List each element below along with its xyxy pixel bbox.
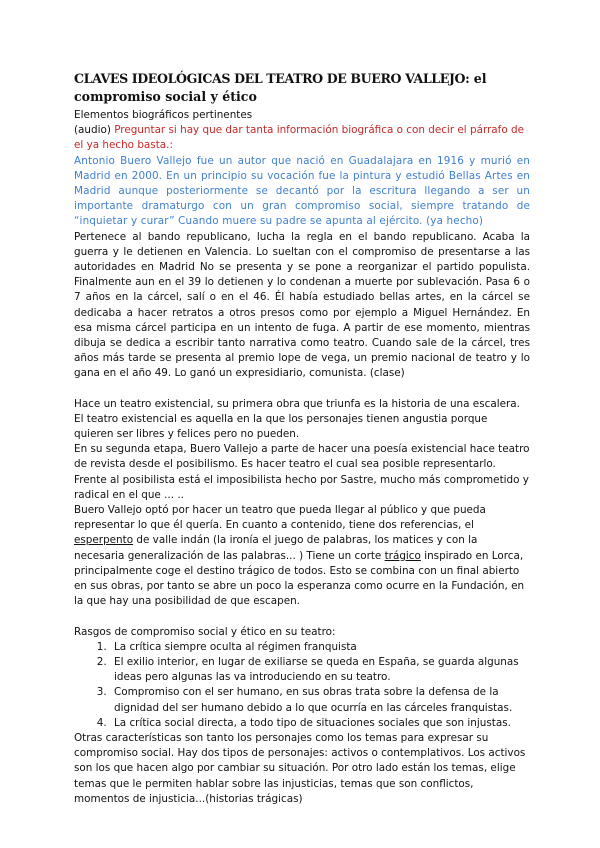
content-references-paragraph [74, 503, 530, 609]
title-subtitle: el compromiso social y ético [74, 71, 487, 104]
paragraph-text: de valle indán (la ironía el juego de palabras, los matices y con la necesaria generalización de las palabras... ) Tiene un corte [74, 534, 478, 562]
audio-note-prefix: (audio) [74, 124, 115, 137]
esperpento-term: esperpento [74, 534, 134, 547]
audio-note-question: Preguntar si hay que dar tanta información biográfica o con decir el párrafo de el ya hecho basta.: [74, 124, 524, 152]
paragraph-text: Buero Vallejo optó por hacer un teatro que pueda llegar al público y que pueda representar lo que él quería. En cuanto a contenido, tiene dos referencias, el [74, 504, 486, 532]
list-item: 4. La crítica social directa, a todo tipo de situaciones sociales que son injustas. [110, 716, 530, 731]
existential-theatre-paragraph: Hace un teatro existencial, su primera obra que triunfa es la historia de una escalera. El teatro existencial es aquella en la que los personajes tienen angustia porque quieren ser libres y felices pero no pueden. [74, 397, 520, 441]
list-item: 3. Compromiso con el ser humano, en sus obras trata sobre la defensa de la dignidad del ser humano debido a lo que ocurría en las cárceles franquistas. [110, 685, 530, 715]
spacer [74, 610, 530, 625]
list-item: 2. El exilio interior, en lugar de exiliarse se queda en España, se guarda algunas ideas pero algunas las va introduciendo en su teatro. [110, 655, 530, 685]
characters-themes-paragraph: Otras características son tanto los personajes como los temas para expresar su compromiso social. Hay dos tipos de personajes: activos o contemplativos. Los activos son los que hacen algo por cambiar su situación. Por otro lado están los temas, elige temas que le permiten hablar sobre las injusticias, temas que son conflictos, momentos de injusticia...(historias trágicas) [74, 731, 526, 805]
list-item: 1. La crítica siempre oculta al régimen franquista [110, 640, 530, 655]
list-heading: Rasgos de compromiso social y ético en su teatro: [74, 625, 336, 638]
posibilismo-paragraph: En su segunda etapa, Buero Vallejo a parte de hacer una poesía existencial hace teatro de revista desde el posibilismo. Es hacer teatro el cual sea posible representarlo. Frente al posibilista está el imposibilista hecho por Sastre, mucho más comprometido y radical en el que ... .. [74, 443, 530, 501]
biographical-subheading: Elementos biográficos pertinentes [74, 109, 253, 121]
paragraph-text: inspirado en Lorca, principalmente coge el destino trágico de todos. Esto se combina con un final abierto en sus obras, por tanto se abre un poco la esperanza como ocurre en la Fundación, en la que hay una posibilidad de que escapen. [74, 549, 525, 608]
title-main: CLAVES IDEOLÓGICAS DEL TEATRO DE BUERO VALLEJO: [74, 71, 470, 86]
biography-paragraph: Pertenece al bando republicano, lucha la regla en el bando republicano. Acaba la guerra y le detienen en Valencia. Lo sueltan con el compromiso de presentarse a las autoridades en Madrid No se presenta y se pone a reorganizar el partido populista. Finalmente aun en el 39 lo detienen y lo condenan a muerte por sublevación. Pasa 6 o 7 años en la cárcel, salí o en el 46. Él había estudiado bellas artes, en la cárcel se dedicaba a hacer retratos a otros presos como por ejemplo a Miguel Hernández. En esa misma cárcel participa en un intento de fuga. A partir de ese momento, mientras dibuja se dedica a escribir tanto narrativa como teatro. Cuando sale de la cárcel, tres años más tarde se presenta al premio lope de vega, un premio nacional de teatro y lo gana en el año 49. Lo ganó un expresidiario, comunista. (clase) [74, 230, 530, 380]
document-title [74, 70, 530, 106]
spacer [74, 382, 530, 397]
biography-summary-paragraph: Antonio Buero Vallejo fue un autor que nació en Guadalajara en 1916 y murió en Madrid en 2000. En un principio su vocación fue la pintura y estudió Bellas Artes en Madrid aunque posteriormente se decantó por la escritura llegando a ser un importante dramaturgo con un gran compromiso social, siempre tratando de “inquietar y curar” Cuando muere su padre se apunta al ejército. (ya hecho) [74, 154, 530, 228]
compromise-traits-list [74, 640, 530, 731]
audio-note [74, 123, 530, 153]
tragico-term: trágico [384, 549, 421, 562]
document-page [74, 70, 530, 807]
